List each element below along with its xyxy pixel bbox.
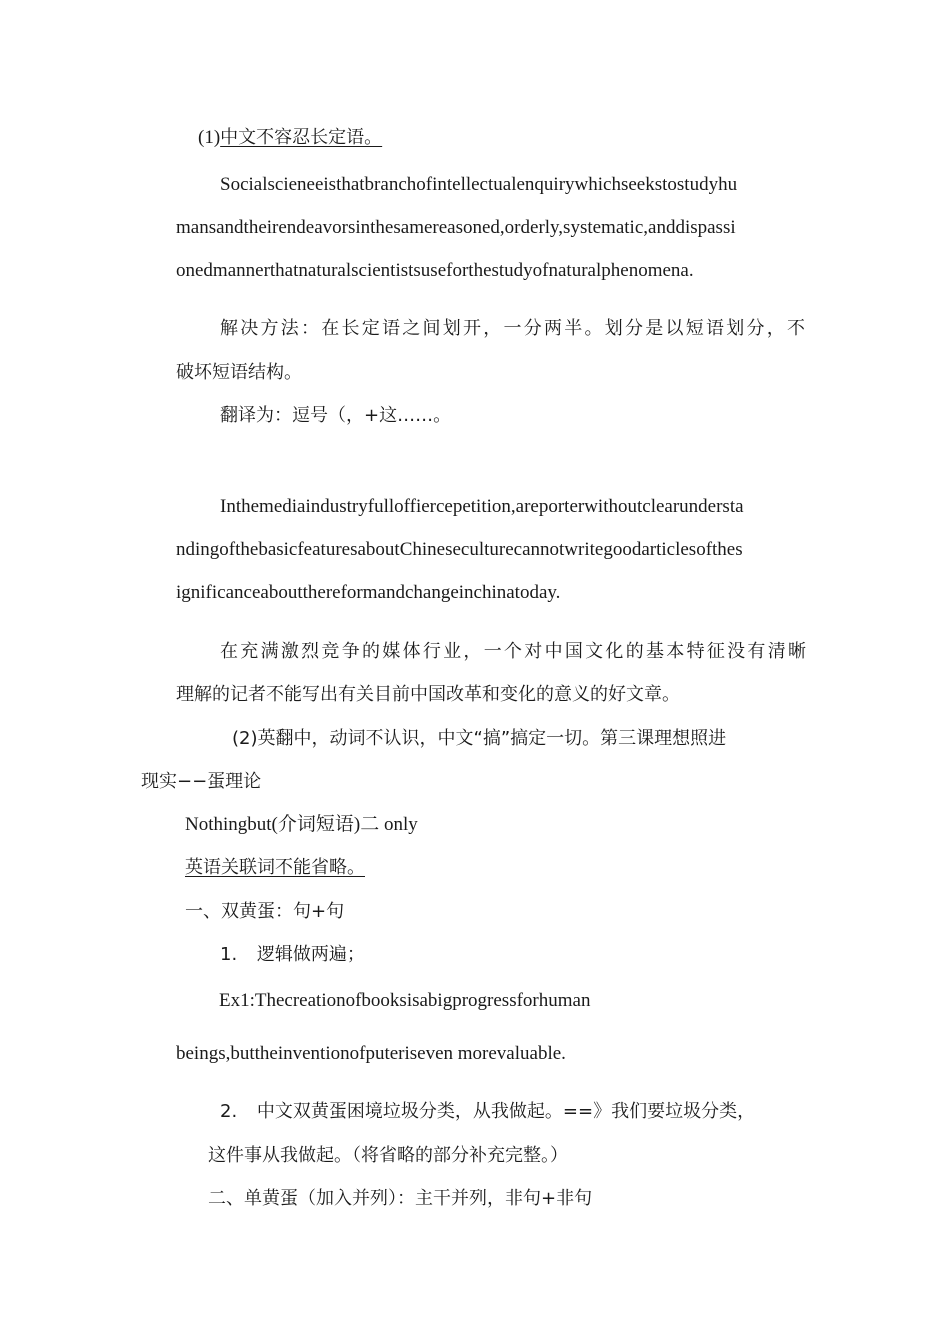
- item-2-number: 2.: [220, 1101, 238, 1122]
- example-2-line-1: Inthemediaindustryfulloffiercepetition,areporterwithoutclearundersta: [220, 496, 744, 517]
- translation-2-line-2: 理解的记者不能写出有关目前中国改革和变化的意义的好文章。: [176, 684, 680, 705]
- example-2-line-2: ndingofthebasicfeaturesaboutChineseculturecannotwritegoodarticlesofthes: [176, 539, 743, 560]
- section-1-heading: [198, 126, 382, 150]
- item-2-text: 中文双黄蛋困境垃圾分类，从我做起。==》我们要垃圾分类，: [256, 1101, 756, 1122]
- item-2-line-2: 这件事从我做起。（将省略的部分补充完整。）: [208, 1145, 568, 1166]
- section-1-label: (1): [198, 127, 221, 148]
- item-1-number: 1.: [220, 944, 238, 965]
- example-1-line-3: onedmannerthatnaturalscientistsuseforthestudyofnaturalphenomena.: [176, 260, 694, 281]
- solution-line-1: 解决方法：在长定语之间划开，一分两半。划分是以短语划分，不: [220, 318, 805, 339]
- item-1-text: 逻辑做两遍；: [256, 944, 365, 965]
- translate-as: 翻译为：逗号（，+这……。: [220, 405, 452, 426]
- example-1-line-1: Socialscieneeisthatbranchofintellectualenquirywhichseekstostudyhu: [220, 174, 738, 195]
- solution-line-2: 破坏短语结构。: [176, 362, 302, 383]
- translation-2-line-1: 在充满激烈竞争的媒体行业，一个对中国文化的基本特征没有清晰: [220, 641, 806, 662]
- section-2-text: (2)英翻中，动词不认识，中文“搞”搞定一切。第三课理想照进: [232, 728, 727, 749]
- section-1-title: 中文不容忍长定语。: [220, 127, 383, 148]
- item-1: [220, 943, 365, 967]
- conjunction-note: 英语关联词不能省略。: [185, 857, 365, 878]
- example-1-line-2: mansandtheirendeavorsinthesamereasoned,orderly,systematic,anddispassi: [176, 217, 736, 238]
- ex1-line-2: beings,buttheinventionofputeriseven morevaluable.: [176, 1043, 566, 1064]
- nothing-but-line: Nothingbut(介词短语)二 only: [185, 814, 418, 835]
- example-2-line-3: ignificanceaboutthereformandchangeinchinatoday.: [176, 582, 561, 603]
- single-yolk-heading: 二、单黄蛋（加入并列）：主干并列，非句+非句: [208, 1188, 593, 1209]
- section-2-line-2: 现实−−蛋理论: [141, 771, 262, 792]
- ex1-line-1: Ex1:Thecreationofbooksisabigprogressforhuman: [219, 990, 591, 1011]
- double-yolk-heading: 一、双黄蛋：句+句: [185, 901, 345, 922]
- section-2-line-1: [232, 727, 804, 751]
- item-2-line-1: [220, 1100, 755, 1124]
